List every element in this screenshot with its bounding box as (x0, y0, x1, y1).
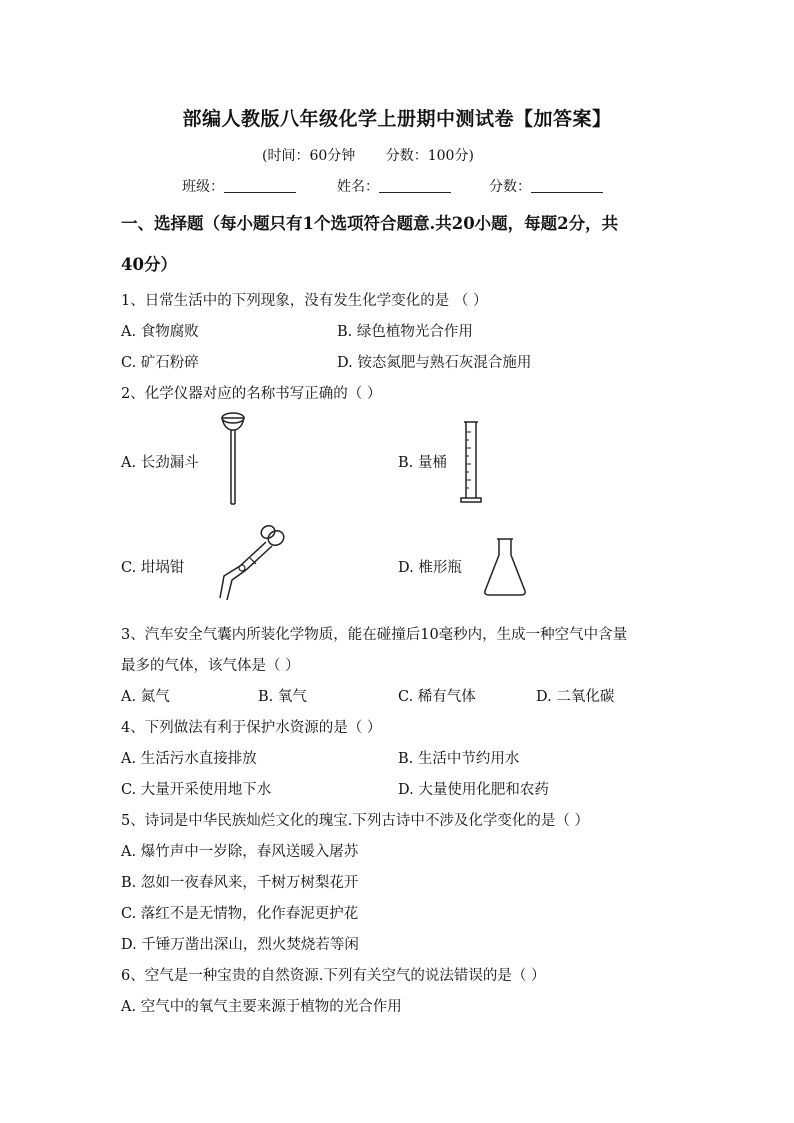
graduated-cylinder-image (458, 420, 488, 506)
q4-option-d[interactable]: D. 大量使用化肥和农药 (398, 782, 549, 798)
question-3-stem-line1: 3、汽车安全气囊内所装化学物质，能在碰撞后10毫秒内，生成一种空气中含量 (121, 627, 628, 643)
q2-option-a[interactable]: A. 长劲漏斗 (121, 455, 199, 471)
question-2-stem: 2、化学仪器对应的名称书写正确的（ ） (121, 386, 382, 402)
name-blank[interactable] (379, 178, 451, 193)
q6-option-a[interactable]: A. 空气中的氧气主要来源于植物的光合作用 (121, 999, 402, 1015)
time-info: (时间：60分钟 (262, 148, 356, 164)
class-field[interactable] (182, 176, 296, 196)
question-5-stem: 5、诗词是中华民族灿烂文化的瑰宝.下列古诗中不涉及化学变化的是（ ） (121, 813, 589, 829)
page-title: 部编人教版八年级化学上册期中测试卷【加答案】 (182, 108, 612, 130)
q3-option-b[interactable]: B. 氧气 (258, 689, 307, 705)
question-6-stem: 6、空气是一种宝贵的自然资源.下列有关空气的说法错误的是（ ） (121, 968, 546, 984)
q4-option-a[interactable]: A. 生活污水直接排放 (121, 751, 257, 767)
q3-option-d[interactable]: D. 二氧化碳 (536, 689, 615, 705)
score-label: 分数： (489, 179, 531, 195)
q5-option-c[interactable]: C. 落红不是无情物，化作春泥更护花 (121, 906, 359, 922)
q1-option-a[interactable]: A. 食物腐败 (121, 324, 199, 340)
q1-option-b[interactable]: B. 绿色植物光合作用 (337, 324, 473, 340)
long-neck-funnel-image (218, 408, 248, 508)
section-heading-line2: 40分） (121, 255, 177, 274)
q5-option-d[interactable]: D. 千锤万凿出深山，烈火焚烧若等闲 (121, 937, 359, 953)
score-field[interactable] (489, 176, 603, 196)
q4-option-c[interactable]: C. 大量开采使用地下水 (121, 782, 272, 798)
section-heading-line1: 一、选择题（每小题只有1个选项符合题意.共20小题，每题2分，共 (121, 214, 619, 233)
crucible-tongs-image (210, 522, 290, 604)
q3-option-a[interactable]: A. 氮气 (121, 689, 170, 705)
q2-option-c[interactable]: C. 坩埚钳 (121, 560, 185, 576)
class-label: 班级： (182, 179, 224, 195)
class-blank[interactable] (224, 178, 296, 193)
exam-meta (262, 145, 500, 165)
q4-option-b[interactable]: B. 生活中节约用水 (398, 751, 520, 767)
question-1-stem: 1、日常生活中的下列现象，没有发生化学变化的是 （ ） (121, 293, 488, 309)
total-score-info: 分数：100分) (385, 148, 474, 164)
score-blank[interactable] (531, 178, 603, 193)
conical-flask-image (481, 537, 529, 599)
question-3-stem-line2: 最多的气体，该气体是（ ） (121, 658, 300, 674)
q5-option-b[interactable]: B. 忽如一夜春风来，千树万树梨花开 (121, 875, 359, 891)
q1-option-d[interactable]: D. 铵态氮肥与熟石灰混合施用 (337, 355, 532, 371)
q2-option-d[interactable]: D. 椎形瓶 (398, 560, 462, 576)
question-4-stem: 4、下列做法有利于保护水资源的是（ ） (121, 720, 382, 736)
name-label: 姓名： (337, 179, 379, 195)
q2-option-b[interactable]: B. 量桶 (398, 455, 447, 471)
q3-option-c[interactable]: C. 稀有气体 (398, 689, 476, 705)
q1-option-c[interactable]: C. 矿石粉碎 (121, 355, 199, 371)
name-field[interactable] (337, 176, 451, 196)
q5-option-a[interactable]: A. 爆竹声中一岁除，春风送暖入屠苏 (121, 844, 359, 860)
